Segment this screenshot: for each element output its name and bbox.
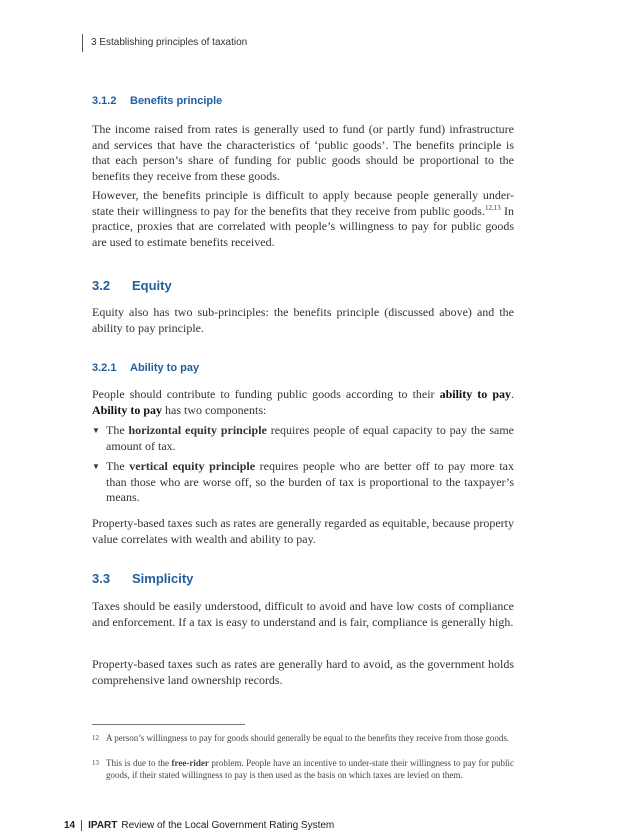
footnote-13: 13 This is due to the free-rider problem. People have an incentive to under-state their willingness to pay for public goods, if their stated willingness to pay is then used as the basis on which taxes are levied on them. — [92, 758, 514, 780]
heading-3-3 — [92, 571, 193, 586]
heading-3-2 — [92, 278, 172, 293]
page-number: 14 — [64, 820, 82, 831]
footnote-number: 12 — [92, 734, 99, 742]
section-title: Benefits principle — [130, 95, 223, 107]
running-header: 3 Establishing principles of taxation — [82, 34, 247, 52]
section-number: 3.1.2 — [92, 95, 117, 107]
bullet-vertical-equity: ▼ The vertical equity principle requires people who are better off to pay more tax than those who are worse off, so the burden of tax is proportional to the taxpayer’s means. — [92, 459, 514, 505]
simplicity-paragraph-2: Property-based taxes such as rates are generally hard to avoid, as the government holds comprehensive land ownership records. — [92, 657, 514, 687]
footnote-ref: 12,13 — [484, 203, 501, 212]
heading-3-2-1 — [92, 362, 199, 374]
org-name: IPART — [88, 820, 118, 831]
section-number: 3.3 — [92, 571, 111, 586]
benefits-paragraph-2: However, the benefits principle is difficult to apply because people generally under-state their willingness to pay for the benefits that they receive from public goods.$^{12,13}$ In practice, proxies that are correlated with people’s willingness to pay for public goods are used to estimate benefits received. — [92, 188, 515, 249]
section-title: Equity — [132, 278, 172, 293]
section-number: 3.2.1 — [92, 362, 117, 374]
bullet-marker: ▼ — [92, 426, 100, 435]
footnote-divider — [92, 724, 245, 725]
section-number: 3.2 — [92, 278, 111, 293]
page-footer — [64, 818, 334, 834]
benefits-paragraph-1: The income raised from rates is generally used to fund (or partly fund) infrastructure and services that have the characteristics of ‘public goods’. The benefits principle is that each person’s share of funding for public goods should be proportional to the benefits they receive from these goods. — [92, 122, 514, 183]
bullet-horizontal-equity: ▼ The horizontal equity principle requires people of equal capacity to pay the same amount of tax. — [92, 423, 514, 453]
footnote-12: 12 A person’s willingness to pay for goods should generally be equal to the benefits they receive from those goods. — [92, 733, 510, 743]
section-title: Simplicity — [132, 571, 194, 586]
equity-paragraph: Equity also has two sub-principles: the benefits principle (discussed above) and the ability to pay principle. — [92, 305, 514, 335]
equity-rates-paragraph: Property-based taxes such as rates are generally regarded as equitable, because property value correlates with wealth and ability to pay. — [92, 516, 514, 546]
simplicity-paragraph-1: Taxes should be easily understood, difficult to avoid and have low costs of compliance and enforcement. If a tax is easy to understand and is fair, compliance is generally high. — [92, 599, 514, 629]
section-title: Ability to pay — [130, 362, 200, 374]
document-title: Review of the Local Government Rating System — [121, 820, 335, 831]
bullet-marker: ▼ — [92, 462, 100, 471]
footnote-number: 13 — [92, 759, 99, 767]
ability-paragraph: People should contribute to funding public goods according to their ability to pay. Ability to pay has two components: — [92, 387, 514, 417]
heading-3-1-2 — [92, 95, 222, 107]
